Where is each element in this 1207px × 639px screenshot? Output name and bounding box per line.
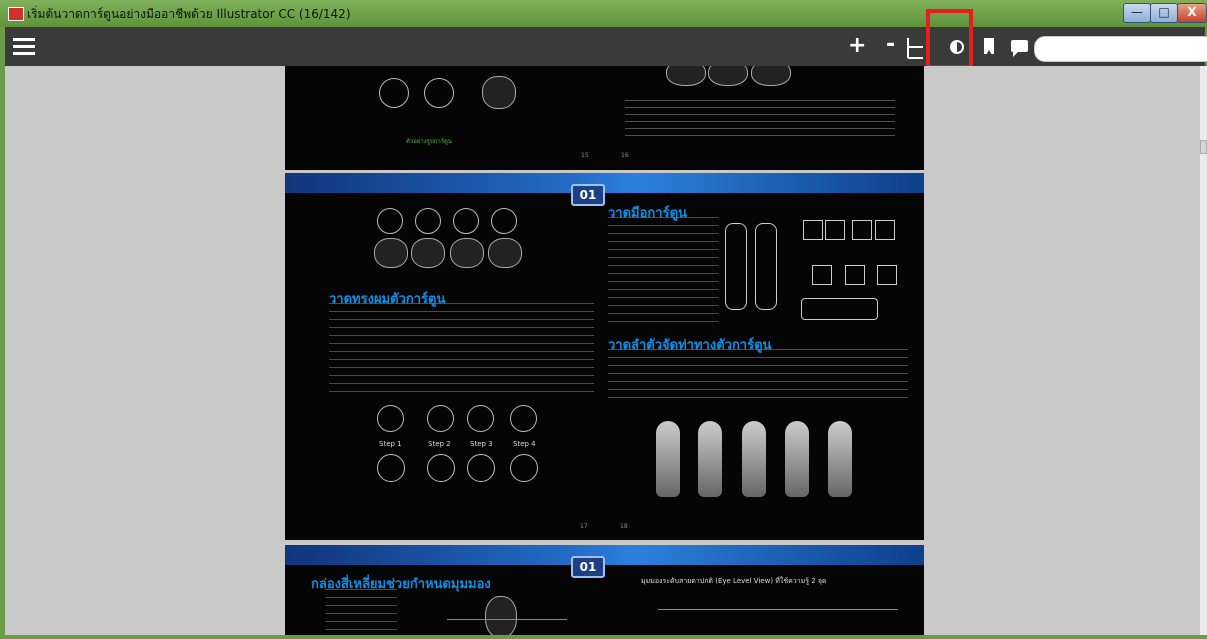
sphere-sketch bbox=[415, 208, 441, 234]
cartoon-head bbox=[450, 238, 484, 268]
bookmark-icon[interactable] bbox=[984, 38, 994, 54]
section-heading: วาดทรงผมตัวการ์ตูน bbox=[329, 292, 446, 307]
hand-sketch bbox=[852, 220, 872, 240]
arm-sketch bbox=[725, 223, 747, 310]
window-title: เริ่มต้นวาดการ์ตูนอย่างมืออาชีพด้วย Illustrator CC (16/142) bbox=[27, 7, 351, 21]
cartoon-head bbox=[482, 76, 516, 109]
zoom-out-button[interactable]: - bbox=[886, 32, 896, 57]
cartoon-head bbox=[751, 66, 791, 86]
box-perspective-sketch bbox=[485, 596, 517, 635]
search-input[interactable] bbox=[1034, 36, 1207, 62]
hand-sketch bbox=[803, 220, 823, 240]
cartoon-head bbox=[374, 238, 408, 268]
page-spread-top bbox=[285, 66, 924, 170]
step-label: Step 4 bbox=[513, 440, 536, 448]
step-label: Step 1 bbox=[379, 440, 402, 448]
hair-sketch bbox=[467, 454, 495, 482]
fit-page-icon[interactable] bbox=[903, 36, 927, 60]
page-number: 15 bbox=[581, 152, 589, 159]
sphere-sketch bbox=[453, 208, 479, 234]
arm-sketch bbox=[755, 223, 777, 310]
viewer-toolbar bbox=[5, 27, 1205, 66]
menu-icon[interactable] bbox=[13, 38, 35, 56]
hair-sketch bbox=[510, 454, 538, 482]
cartoon-head bbox=[411, 238, 445, 268]
character-pose bbox=[656, 421, 680, 497]
body-text-block bbox=[608, 349, 908, 405]
vertical-scrollbar[interactable] bbox=[1200, 66, 1207, 635]
body-text-block bbox=[325, 589, 397, 635]
scrollbar-thumb[interactable] bbox=[1200, 140, 1207, 154]
hair-sketch bbox=[427, 454, 455, 482]
hand-sketch bbox=[812, 265, 832, 285]
contrast-button-highlight bbox=[926, 9, 973, 69]
zoom-in-button[interactable]: + bbox=[848, 33, 867, 58]
app-icon bbox=[8, 7, 24, 21]
title-bar bbox=[0, 0, 1207, 27]
face-sketch bbox=[377, 405, 404, 432]
sphere-sketch bbox=[491, 208, 517, 234]
page-number: 17 bbox=[580, 523, 588, 530]
minimize-button[interactable]: — bbox=[1123, 3, 1151, 23]
chapter-badge: 01 bbox=[571, 184, 605, 206]
face-sketch bbox=[510, 405, 537, 432]
face-sketch bbox=[427, 405, 454, 432]
sphere-sketch bbox=[377, 208, 403, 234]
circle-sketch bbox=[424, 78, 454, 108]
section-heading: วาดลำตัวจัดท่าทางตัวการ์ตูน bbox=[608, 338, 772, 353]
character-pose bbox=[742, 421, 766, 497]
page-spread-middle bbox=[285, 173, 924, 540]
cartoon-head bbox=[666, 66, 706, 86]
body-text-block bbox=[329, 303, 594, 393]
hand-sketch bbox=[875, 220, 895, 240]
perspective-line bbox=[658, 609, 898, 610]
face-sketch bbox=[467, 405, 494, 432]
comment-icon[interactable] bbox=[1011, 40, 1028, 52]
body-text-block bbox=[608, 217, 718, 327]
page-spread-bottom bbox=[285, 545, 924, 635]
cartoon-head bbox=[708, 66, 748, 86]
hand-sketch bbox=[845, 265, 865, 285]
document-viewer[interactable] bbox=[5, 66, 1200, 635]
cartoon-head bbox=[488, 238, 522, 268]
circle-sketch bbox=[379, 78, 409, 108]
hand-sketch bbox=[877, 265, 897, 285]
figure-caption: มุมมองระดับสายตาปกติ (Eye Level View) ที่ใช้ความรู้ 2 จุด bbox=[641, 577, 827, 585]
character-pose bbox=[698, 421, 722, 497]
chapter-badge: 01 bbox=[571, 556, 605, 578]
character-pose bbox=[785, 421, 809, 497]
section-heading: กล่องสี่เหลี่ยมช่วยกำหนดมุมมอง bbox=[311, 577, 491, 592]
caption-green: ตัวอย่างรูปการ์ตูน bbox=[406, 138, 452, 145]
hand-sketch bbox=[801, 298, 878, 320]
body-text-block bbox=[625, 100, 895, 140]
perspective-line bbox=[447, 619, 567, 620]
hair-sketch bbox=[377, 454, 405, 482]
maximize-button[interactable]: □ bbox=[1150, 3, 1178, 23]
character-pose bbox=[828, 421, 852, 497]
page-number: 16 bbox=[621, 152, 629, 159]
section-heading: วาดมือการ์ตูน bbox=[608, 206, 687, 221]
step-label: Step 2 bbox=[428, 440, 451, 448]
page-number: 18 bbox=[620, 523, 628, 530]
close-button[interactable]: X bbox=[1177, 3, 1207, 23]
step-label: Step 3 bbox=[470, 440, 493, 448]
hand-sketch bbox=[825, 220, 845, 240]
